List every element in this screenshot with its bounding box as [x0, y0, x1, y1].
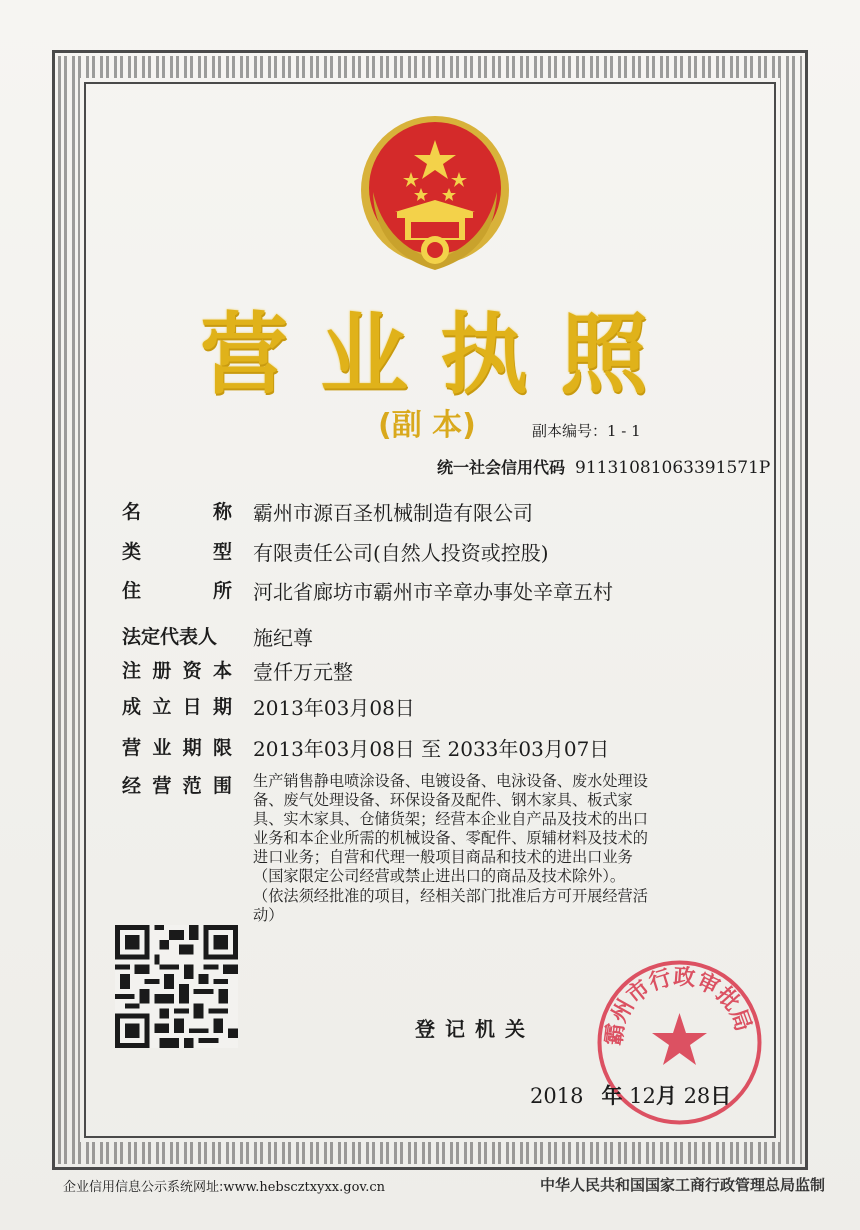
year-unit: 年 [601, 1083, 623, 1108]
scope-line: 具、实木家具、仓储货架；经营本企业自产品及技术的出口 [253, 810, 648, 829]
field-name-value: 霸州市源百圣机械制造有限公司 [253, 501, 533, 525]
credit-code-value: 91131081063391571P [575, 458, 771, 478]
month-unit: 月 [655, 1083, 677, 1108]
scope-line: 备、废气处理设备、环保设备及配件、钢木家具、板式家 [253, 791, 633, 810]
field-term-label: 营 业 期 限 [122, 737, 232, 759]
field-established-value: 2013年03月08日 [253, 696, 415, 720]
scope-line: （依法须经批准的项目，经相关部门批准后方可开展经营活 [253, 886, 648, 905]
registration-day: 28 [683, 1084, 711, 1108]
field-capital-value: 壹仟万元整 [253, 660, 353, 684]
scope-line: （国家限定公司经营或禁止进出口的商品及技术除外）。 [253, 867, 626, 886]
business-scope-text [253, 772, 711, 925]
registration-authority-label: 登记机关 [415, 1017, 535, 1041]
field-established-label: 成 立 日 期 [122, 696, 232, 718]
registration-year: 2018 [530, 1084, 584, 1108]
scope-line: 业务和本企业所需的机械设备、零配件、原辅材料及技术的 [253, 829, 648, 848]
copy-number: 副本编号：1 - 1 [532, 422, 641, 440]
footer-system-label: 企业信用信息公示系统网址: [63, 1180, 224, 1195]
credit-code-label: 统一社会信用代码 [437, 458, 566, 477]
field-scope-label: 经 营 范 围 [122, 775, 232, 797]
scope-line: 生产销售静电喷涂设备、电镀设备、电泳设备、废水处理设 [253, 772, 648, 790]
day-unit: 日 [710, 1083, 732, 1108]
document-title: 营业执照 [200, 303, 681, 406]
national-emblem-icon [355, 112, 515, 277]
field-type-label: 类 型 [122, 541, 232, 563]
field-capital-label: 注 册 资 本 [122, 660, 232, 682]
svg-text:霸州市行政审批局: 霸州市行政审批局 [601, 964, 756, 1047]
credit-code-row [437, 455, 770, 478]
field-address-label: 住 所 [122, 580, 232, 602]
field-name-label: 名 称 [122, 501, 232, 523]
qr-code-icon[interactable] [115, 925, 238, 1048]
document-subtitle: (副 本) [378, 408, 476, 443]
field-term-value: 2013年03月08日 至 2033年03月07日 [253, 737, 610, 761]
scope-line: 进口业务；自营和代理一般项目商品和技术的进出口业务 [253, 848, 633, 867]
registration-month: 12 [629, 1084, 656, 1108]
field-legal-rep-label: 法定代表人 [122, 626, 218, 648]
footer-url-link[interactable]: www.hebscztxyxx.gov.cn [223, 1180, 385, 1195]
scope-line: 动） [253, 905, 284, 924]
field-type-value: 有限责任公司(自然人投资或控股) [253, 541, 549, 565]
registration-date [530, 1080, 731, 1110]
footer-system-url [63, 1176, 385, 1195]
field-legal-rep-value: 施纪尊 [253, 626, 313, 650]
field-address-value: 河北省廊坊市霸州市辛章办事处辛章五村 [253, 580, 613, 604]
footer-supervisor: 中华人民共和国国家工商行政管理总局监制 [540, 1176, 826, 1194]
